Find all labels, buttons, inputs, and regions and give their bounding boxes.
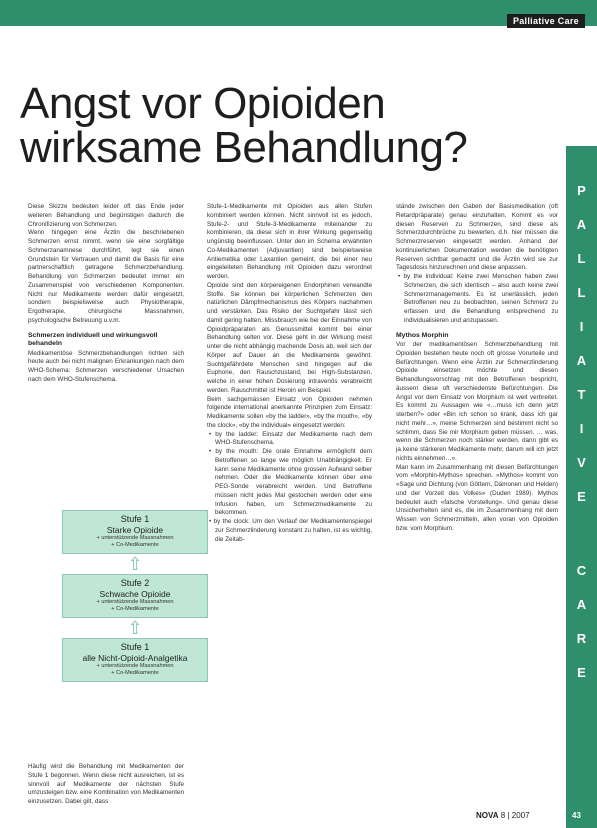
stufe-title: Stufe 1 [120,642,150,652]
sidebar-letter: A [576,217,587,232]
bullet-text: by the individual: Keine zwei Menschen haben zwei Schmerzen, die sich identisch – also auch keine zwei Schmerzmanagements. Es ist unerlässlich, jeden Betroffenen neu zu beobachten, seinen Schmerz zu erfassen und die Behandlung entsprechend zu individualisieren und anzupassen. [403,273,558,324]
magazine-name: NOVA [476,811,499,820]
who-stufenschema [62,510,208,682]
issue-number: 8 | 2007 [500,811,530,820]
bullet-item: • by the mouth: Die orale Einnahme ermöglicht dem Betroffenen so lange wie möglich Unabhängigkeit. Er kann seine Medikamente ohne grossen Aufwand selber nehmen. Oder die Medikamente können über eine PEG-Sonde verabreicht werden. Und Betroffene müssen nicht jedes Mal gestochen werden oder eine Infusion haben, um Schmerzmedikamente zu bekommen. [209,448,372,517]
paragraph: stände zwischen den Gaben der Basismedikation (oft Retardpräparate) genau einzuhalten. Kommt es vor diesen Reserven zu Schmerzen, sind diese als Schmerzdurchbrüche zu bewerten, d.h. hier müssen die Schmerzreserven eingesetzt werden. Anhand der kontinuierlichen Dokumentation werden die benötigten Reserven sichtbar gemacht und die Ärztin wird sie zur Tagesdosis hinzurechnen und diese anpassen. [396,203,558,272]
column-2 [207,203,372,544]
stufe-sub: + Co-Medikamente [111,542,159,548]
bullet-text: by the ladder: Einsatz der Medikamente nach dem WHO-Stufenschema. [215,430,372,447]
stufe-title: Stufe 1 [120,514,150,524]
sidebar-palliative-care [566,146,597,828]
arrow-up-icon: ⇧ [127,554,143,574]
paragraph: Beim sachgemässen Einsatz von Opioiden nehmen folgende international anerkannte Prinzipien zum Einsatz: Medikamente sollen «by the ladder», «by the mouth», «by the clock», «by the individual» eingesetzt werden: [207,395,372,429]
sidebar-letter: A [576,597,587,612]
stufe-box-middle [62,574,208,618]
headline-line-2: wirksame Behandlung? [20,123,468,172]
stufe-name: alle Nicht-Opioid-Analgetika [82,653,188,663]
bullet-text: by the clock: Um den Verlauf der Medikamentenspiegel zur Schmerzlinderung konstant zu halten, ist es wichtig, die Zeitab- [213,518,372,543]
paragraph: Vor der medikamentösen Schmerzbehandlung mit Opioiden bestehen heute noch oft grosse Vorurteile und Befürchtungen. Wenn eine Ärztin zur Schmerzlinderung Opioide einsetzen möchte und diesen Behandlungsvorschlag mit den Betroffenen bespricht, äussern diese oft verschiedenste Befürchtungen. Die Angst vor dem Einsatz von Morphium ist weit verbreitet. Es kommt zu Aussagen wie «…muss ich denn jetzt sterben?» oder «Bin ich schon so krank, dass ich gar nicht mehr…», meine Schmerzen sind bestimmt nicht so schlimm, dass Sie mir Morphium geben müssen. … was, wenn die Schmerzen noch stärker werden, dann gibt es ja keine stärkeren Medikamente mehr, darum will ich jetzt nichts einnehmen…». [396,341,558,462]
sidebar-letter: E [577,665,586,680]
stufe-sub: + unterstützende Massnahmen [96,663,174,669]
sidebar-letters [566,174,597,690]
sidebar-letter: I [579,421,584,436]
column-3 [396,203,558,534]
bullet-item: • by the clock: Um den Verlauf der Medikamentenspiegel zur Schmerzlinderung konstant zu halten, ist es wichtig, die Zeitab- [209,518,372,543]
sidebar-letter: T [577,387,586,402]
stufe-sub: + Co-Medikamente [111,670,159,676]
column-1-bottom [28,763,184,807]
paragraph: Wenn hingegen eine Ärztin die beschriebenen Schmerzen ernst nimmt, wenn sie eine sorgfältige Schmerzanamnese durchführt, legt sie einen Grundstein für Vertrauen und damit die Basis für eine partnerschaftlich getragene Schmerzbehandlung. Behandlung von Schmerzen bedeutet immer ein Zusammenspiel von verschiedenen Komponenten. Nicht nur Medikamente werden dafür eingesetzt, sondern beispielsweise auch Physiotherapie, Ergotherapie, chirurgische Massnahmen, psychologische Betreuung u.v.m. [28,229,184,324]
arrow-up-icon: ⇧ [127,618,143,638]
sidebar-letter: R [576,631,587,646]
stufe-sub: + Co-Medikamente [111,606,159,612]
section-tag: Palliative Care [507,14,585,28]
paragraph: Stufe-1-Medikamente mit Opioiden aus allen Stufen kombiniert werden können. Nicht sinnvoll ist es jedoch, Stufe-2- und Stufe-3-Medikamente miteinander zu kombinieren, da diese sich in ihrer Wirkung gegenseitig ungünstig beeinflussen. Unter den im Schema erwähnten Co-Medikamenten (Adjuvantien) sind beispielsweise Antiemetika oder Laxantien gemeint, die bei einer neu eingeleiteten Behandlung mit Opioiden dazu verordnet werden. [207,203,372,280]
bullet-text: by the mouth: Die orale Einnahme ermöglicht dem Betroffenen so lange wie möglich Unabhängigkeit. Er kann seine Medikamente ohne grossen Aufwand selber nehmen. Oder die Medikamente können über eine PEG-Sonde verabreicht werden. Und Betroffene müssen nicht jedes Mal gestochen werden oder eine Infusion haben, um Schmerzmedikamente zu bekommen. [215,448,372,517]
stufe-name: Starke Opioide [106,525,164,535]
column-1 [28,203,184,385]
subheading: Mythos Morphin [396,331,449,339]
bullet-item: • by the individual: Keine zwei Menschen haben zwei Schmerzen, die sich identisch – also auch keine zwei Schmerzmanagements. Es ist unerlässlich, jeden Betroffenen neu zu beobachten, seinen Schmerz zu erfassen und die Behandlung entsprechend zu individualisieren und anzupassen. [398,273,558,324]
sidebar-letter: A [576,353,587,368]
page-number: 43 [572,811,581,820]
paragraph: Man kann im Zusammenhang mit diesen Befürchtungen vom «Morphin-Mythos» sprechen. «Mythos» kommt von «Sage und Dichtung (von Göttern, Dämonen und Helden) und der Vorzeit des Volkes» (Duden 1989). Mythos bedeutet auch «falsche Vorstellung». Und genau diese Unsicherheiten sind es, die im Zusammenhang mit dem Wissen von Schmerzmitteln, allen voran von Opioiden bzw. vom Morphium. [396,463,558,532]
paragraph: Opioide sind den körpereigenen Endorphinen verwandte Stoffe. Sie können bei körperlichen Schmerzen den natürlichen Dämpfmechanismus des Körpers nachahmen und verstärken. Das Risiko der Suchtgefahr lässt sich damit gering halten. Missbrauch wie bei der Einnahme von Opioidpräparaten als Genussmittel kommt bei einer Behandlung selten vor. Diese geht in der Wirkung meist unter die nicht abhängig machende Dosis ab, weil sich der Körper auf Dauer an die Medikamente gewöhnt. Suchtgefährdete Menschen sind hingegen auf die Euphorie, den Rauschzustand, bei High-Substanzen, welche in einer hohen Dosierung intravenös verabreicht werden. Rauschmittel ist Heroin ein Beispiel. [207,281,372,394]
stufe-box-bottom [62,638,208,682]
headline-line-1: Angst vor Opioiden [20,79,386,128]
sidebar-letter: V [577,455,586,470]
stufe-name: Schwache Opioide [99,589,171,599]
sidebar-letter: L [577,285,586,300]
sidebar-letter: L [577,251,586,266]
stufe-box-top [62,510,208,554]
stufe-title: Stufe 2 [120,578,150,588]
bullet-item: • by the ladder: Einsatz der Medikamente nach dem WHO-Stufenschema. [209,430,372,447]
headline [20,79,520,172]
paragraph: Medikamentöse Schmerzbehandlungen richten sich heute auch bei nicht malignen Erkrankungen nach dem WHO-Schema: Schmerzen verschiedener Ursachen nach dem WHO-Stufenschema. [28,349,184,383]
stufe-sub: + unterstützende Massnahmen [96,535,174,541]
paragraph: Häufig wird die Behandlung mit Medikamenten der Stufe 1 begonnen. Wenn diese nicht ausreichen, ist es sinnvoll auf Medikamente der nächsten Stufe umzusteigen bzw. eine Kombination von Medikamenten einzusetzen. Dabei gilt, dass [28,763,184,805]
sidebar-spacer [566,514,597,554]
stufe-sub: + unterstützende Massnahmen [96,599,174,605]
footer-magazine [476,811,530,820]
sidebar-letter: E [577,489,586,504]
sidebar-letter: I [579,319,584,334]
paragraph: Diese Skizze bedeuten leider oft das Ende jeder weiteren Behandlung und begünstigen dadurch die Chronifizierung von Schmerzen. [28,203,184,228]
sidebar-letter: C [576,563,587,578]
sidebar-letter: P [577,183,586,198]
subheading: Schmerzen individuell und wirkungsvoll behandeln [28,331,158,347]
